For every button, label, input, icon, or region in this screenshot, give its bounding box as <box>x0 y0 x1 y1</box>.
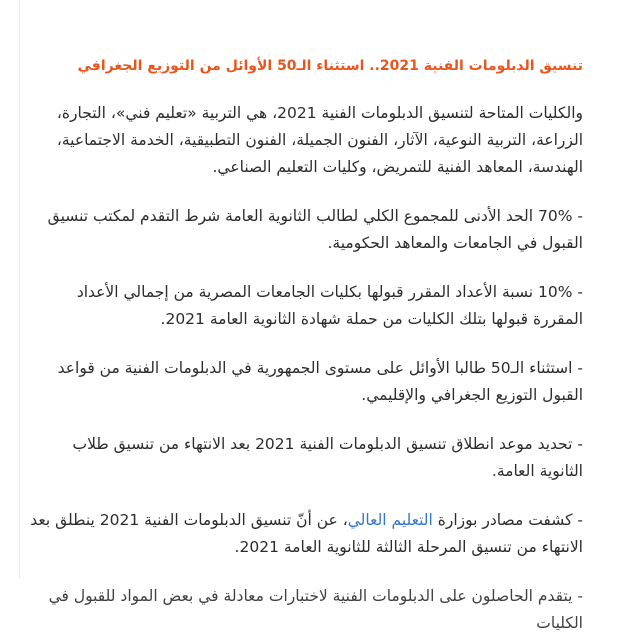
paragraph-colleges: والكليات المتاحة لتنسيق الدبلومات الفنية 2021، هي التربية «تعليم فني»، التجارة، الزراعة، التربية النوعية، الآثار، الفنون الجميلة، الفنون التطبيقية، الخدمة الاجتماعية، الهندسة، المعاهد الفنية للتمريض، وكليات التعليم الصناعي. <box>56 104 583 176</box>
paragraph-text-after-link: ، عن أنّ تنسيق الدبلومات الفنية 2021 ينطلق بعد الانتهاء من تنسيق المرحلة الثالثة للثانوية العامة 2021. <box>30 511 583 556</box>
paragraph-partial: - يتقدم الحاصلون على الدبلومات الفنية لاختبارات معادلة في بعض المواد للقبول في الكليات <box>48 587 583 632</box>
paragraph-start-date: - تحديد موعد انطلاق تنسيق الدبلومات الفنية 2021 بعد الانتهاء من تنسيق طلاب الثانوية العامة. <box>72 435 583 480</box>
paragraph-min-score: - 70% الحد الأدنى للمجموع الكلي لطالب الثانوية العامة شرط التقدم لمكتب تنسيق القبول في الجامعات والمعاهد الحكومية. <box>47 207 583 252</box>
article-subheadline: تنسيق الدبلومات الفنية 2021.. استثناء الـ50 الأوائل من التوزيع الجغرافي <box>77 58 583 74</box>
column-divider <box>19 0 20 578</box>
article-body <box>30 52 583 637</box>
paragraph-ministry-sources <box>30 507 583 561</box>
paragraph-top-50-exception: - استثناء الـ50 طالبا الأوائل على مستوى الجمهورية في الدبلومات الفنية من قواعد القبول التوزيع الجغرافي والإقليمي. <box>57 359 583 404</box>
higher-education-link[interactable]: التعليم العالي <box>347 511 433 529</box>
paragraph-text-before-link: - كشفت مصادر بوزارة <box>432 511 583 529</box>
paragraph-admission-ratio: - 10% نسبة الأعداد المقرر قبولها بكليات الجامعات المصرية من إجمالي الأعداد المقررة قبولها بتلك الكليات من حملة شهادة الثانوية العامة 2021. <box>76 283 583 328</box>
